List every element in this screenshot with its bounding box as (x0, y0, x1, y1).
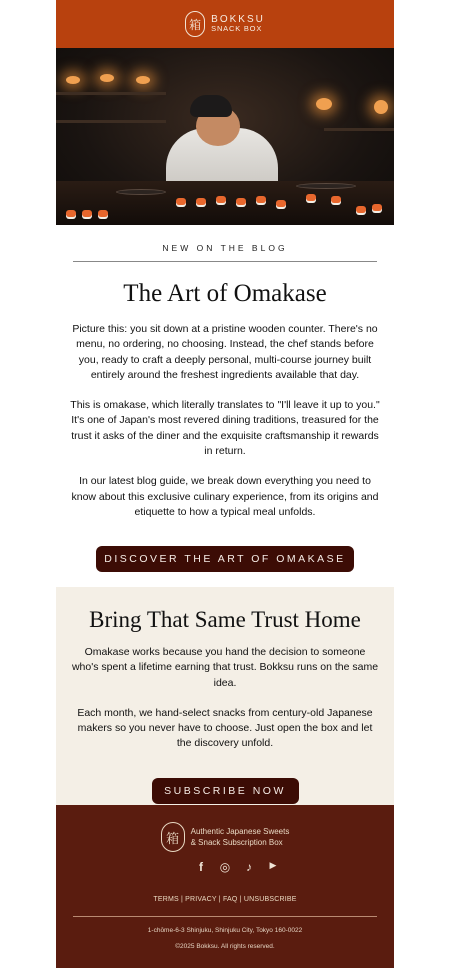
lamp-light (66, 76, 80, 84)
sushi-piece (306, 194, 316, 201)
email-container (56, 0, 394, 968)
footer-brand (56, 822, 394, 852)
hero-image-chef[interactable] (56, 48, 394, 225)
sushi-piece (196, 198, 206, 205)
faq-link[interactable]: FAQ (222, 896, 238, 903)
lamp-light (136, 76, 150, 84)
trust-section (56, 587, 394, 805)
shelf (56, 92, 166, 95)
brand-wordmark[interactable] (211, 15, 265, 33)
footer-tagline (191, 826, 290, 848)
sushi-piece (256, 196, 266, 203)
lamp-light (374, 100, 388, 114)
bokksu-logo-icon[interactable]: 箱 (185, 11, 205, 37)
footer-address: 1-chōme-6-3 Shinjuku, Shinjuku City, Tokyo 160-0022 (147, 927, 303, 934)
trust-paragraph-1: Omakase works because you hand the decision to someone who's spent a lifetime earning that trust. Bokksu runs on the same idea. (71, 646, 379, 689)
tagline-line-2: & Snack Subscription Box (190, 838, 283, 847)
email-footer (56, 805, 394, 968)
plate (116, 189, 166, 195)
lamp-light (316, 98, 332, 110)
footer-copyright: ©2025 Bokksu. All rights reserved. (175, 943, 275, 950)
blog-paragraph-2: This is omakase, which literally translates to "I'll leave it up to you." It's one of Japan's most revered dining traditions, treasured for the trust it asks of the diner and the exquisite craftsmanship it rewards in return. (70, 399, 380, 458)
sushi-piece (331, 196, 341, 203)
footer-divider (73, 916, 377, 917)
chef-hat (190, 95, 232, 117)
blog-paragraph-3: In our latest blog guide, we break down everything you need to know about this exclusive culinary experience, from its origins and etiquette to how a typical meal unfolds. (71, 475, 379, 518)
email-header (56, 0, 394, 48)
sushi-piece (66, 210, 76, 217)
social-links (80, 860, 394, 874)
sushi-piece (372, 204, 382, 211)
brand-name: BOKKSU (211, 13, 265, 25)
privacy-link[interactable]: PRIVACY (185, 896, 217, 903)
trust-paragraph-2: Each month, we hand-select snacks from century-old Japanese makers so you never have to choose. Just open the box and let the discovery unfold. (77, 706, 373, 750)
brand-subname: SNACK BOX (211, 24, 263, 34)
discover-omakase-button[interactable]: DISCOVER THE ART OF OMAKASE (96, 546, 354, 572)
blog-eyebrow: NEW ON THE BLOG (162, 243, 288, 253)
blog-title: The Art of Omakase (123, 280, 327, 307)
unsubscribe-link[interactable]: UNSUBSCRIBE (243, 896, 297, 903)
youtube-icon[interactable]: ▶ (269, 860, 277, 870)
sushi-piece (276, 200, 286, 207)
sushi-piece (176, 198, 186, 205)
sushi-piece (356, 206, 366, 213)
trust-title: Bring That Same Trust Home (89, 607, 361, 632)
blog-paragraph-1: Picture this: you sit down at a pristine wooden counter. There's no menu, no ordering, no choosing. Instead, the chef stands before you, ready to craft a deeply personal, multi-course journey built entirely around the freshest ingredients available that day. (72, 323, 378, 381)
facebook-icon[interactable]: f (199, 860, 203, 874)
shelf (56, 120, 166, 123)
tiktok-icon[interactable]: ♪ (246, 860, 252, 874)
instagram-icon[interactable]: ◎ (219, 860, 231, 874)
sushi-piece (216, 196, 226, 203)
tagline-line-1: Authentic Japanese Sweets (190, 827, 290, 836)
section-divider (73, 261, 377, 262)
lamp-light (100, 74, 114, 82)
sushi-piece (236, 198, 246, 205)
sushi-piece (98, 210, 108, 217)
sushi-piece (82, 210, 92, 217)
footer-links: TERMS | PRIVACY | FAQ | UNSUBSCRIBE (153, 896, 297, 903)
subscribe-now-button[interactable]: SUBSCRIBE NOW (152, 778, 299, 804)
terms-link[interactable]: TERMS (153, 896, 179, 903)
plate (296, 183, 356, 189)
footer-logo-icon[interactable]: 箱 (161, 822, 185, 852)
shelf (324, 128, 394, 131)
